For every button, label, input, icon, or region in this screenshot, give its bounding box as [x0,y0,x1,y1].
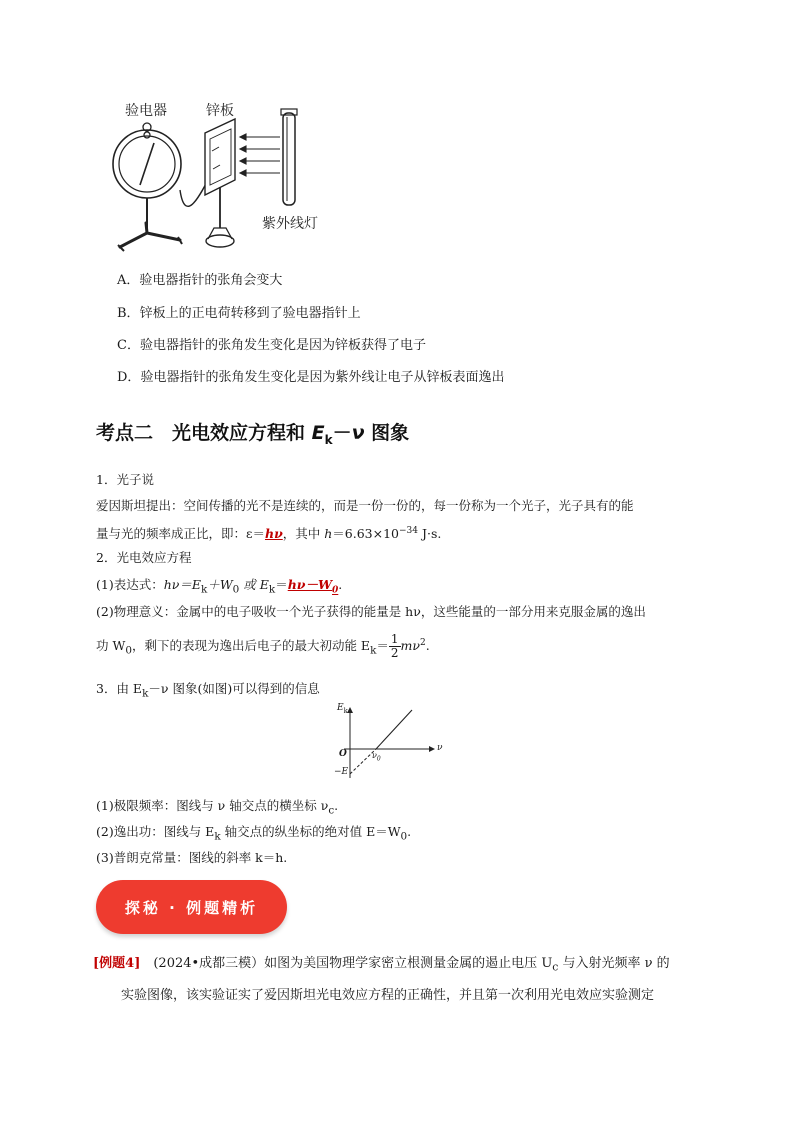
plate-base [206,235,234,247]
photon-heading: 1．光子说 [96,472,154,487]
graph-axis-x-label: ν [437,743,443,753]
uv-light-arrows [240,134,280,176]
graph-item-1: (1)极限频率：图线与 ν 轴交点的横坐标 $\nu_c$. [96,798,339,817]
label-uv-lamp: 紫外线灯 [262,216,318,232]
electroscope-knob-lower [144,132,150,138]
electroscope-tripod [120,223,180,247]
option-text: 验电器指针的张角发生变化是因为紫外线让电子从锌板表面逸出 [140,370,505,385]
answer-blank: hν－W [287,577,333,592]
graph-axis-y-label: $E_k$ [337,703,348,715]
equation-meaning-1: (2)物理意义：金属中的电子吸收一个光子获得的能量是 hν，这些能量的一部分用来克服金属的逸出 [96,604,646,619]
option-letter: A． [117,273,140,288]
option-letter: C． [117,338,140,353]
graph-origin-label: O [339,749,347,759]
fraction-one-half: $\frac{1}{2}$ [390,632,399,660]
example-line-1: [例题4] (2024•成都三模）如图为美国物理学家密立根测量金属的遏止电压 $U_c$ 与入射光频率 ν 的 [93,956,670,974]
option-a[interactable] [117,272,282,290]
photon-line-1: 爱因斯坦提出：空间传播的光不是连续的，而是一份一份的，每一份称为一个光子，光子具有的能 [96,498,634,513]
zinc-plate [205,119,235,195]
option-d[interactable] [117,369,504,387]
graph-item-2: (2)逸出功：图线与 $E_k$ 轴交点的纵坐标的绝对值 $E=W_0$. [96,824,412,843]
banner-label: 探秘 · 例题精析 [124,898,259,917]
graph-heading: 3．由 $E_k-\nu$ 图象(如图)可以得到的信息 [96,681,320,700]
example-tag: [例题4] [93,956,141,971]
graph-neg-e-label: −E [334,767,349,777]
graph-item-3: (3)普朗克常量：图线的斜率 k＝h. [96,850,288,865]
example-analysis-banner [96,880,287,934]
section-title: 考点二 光电效应方程和 $E_k-\nu$ 图象 [96,422,410,447]
connecting-wire [180,180,208,206]
equation-expression: (1)表达式：$h\nu=E_k+W_0$ 或 $E_k=h\nu-W_0$. [96,577,343,596]
option-letter: B． [117,306,140,321]
uv-lamp [283,113,295,205]
option-text: 锌板上的正电荷转移到了验电器指针上 [139,306,361,321]
ek-line [376,710,412,749]
label-electroscope: 验电器 [125,103,167,119]
answer-blank: hν [264,526,283,542]
option-letter: D． [117,370,141,385]
graph-nu0-label: $\nu_0$ [372,751,381,763]
example-line-2: 实验图像，该实验证实了爱因斯坦光电效应方程的正确性，并且第一次利用光电效应实验测定 [121,988,655,1003]
label-zinc-plate: 锌板 [206,103,234,119]
equation-meaning-2: 功 $W_0$，剩下的表现为逸出后电子的最大初动能 $E_k=$ $\frac{1}{2}$ $m\nu^2$. [96,632,430,660]
option-c[interactable] [117,337,426,355]
electroscope-needle [140,143,154,185]
option-b[interactable] [117,305,361,323]
option-text: 验电器指针的张角发生变化是因为锌板获得了电子 [139,338,426,353]
option-text: 验电器指针的张角会变大 [139,273,283,288]
photon-line-2: 量与光的频率成正比，即：ε＝hν，其中 $h=6.63\times 10^{-34}$ J·s. [96,526,442,542]
equation-heading: 2．光电效应方程 [96,550,192,565]
